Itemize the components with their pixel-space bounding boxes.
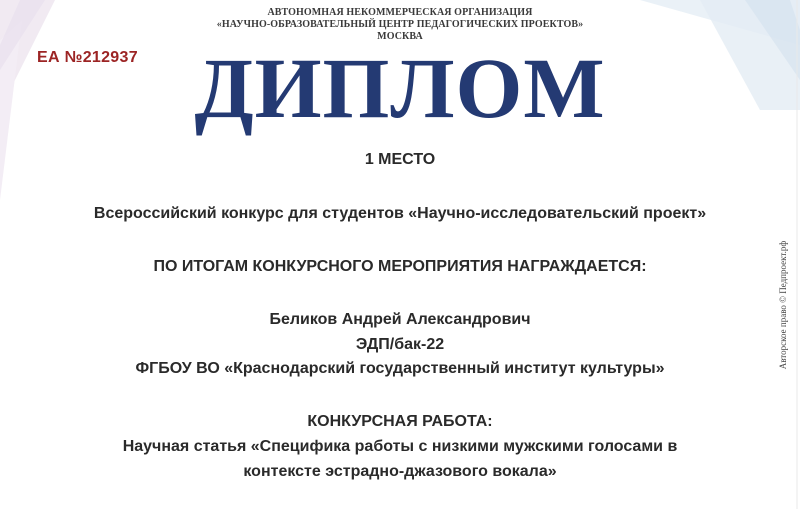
contest-name: Всероссийский конкурс для студентов «Научно-исследовательский проект» bbox=[93, 205, 707, 222]
registration-number: ЕА №212937 bbox=[37, 49, 138, 66]
org-city: МОСКВА bbox=[377, 31, 423, 42]
org-name-line2: «НАУЧНО-ОБРАЗОВАТЕЛЬНЫЙ ЦЕНТР ПЕДАГОГИЧЕСКИХ ПРОЕКТОВ» bbox=[216, 19, 584, 30]
recipient-institution: ФГБОУ ВО «Краснодарский государственный институт культуры» bbox=[135, 360, 665, 377]
recipient-group: ЭДП/бак-22 bbox=[355, 336, 445, 353]
copyright-notice: Авторское право © Педпроект.рф bbox=[778, 240, 788, 370]
work-heading: КОНКУРСНАЯ РАБОТА: bbox=[307, 413, 493, 430]
work-title-line2: контексте эстрадно-джазового вокала» bbox=[243, 463, 557, 480]
diploma-title: ДИПЛОМ bbox=[194, 40, 606, 136]
awarded-heading: ПО ИТОГАМ КОНКУРСНОГО МЕРОПРИЯТИЯ НАГРАЖДАЕТСЯ: bbox=[153, 258, 647, 275]
org-name-line1: АВТОНОМНАЯ НЕКОММЕРЧЕСКАЯ ОРГАНИЗАЦИЯ bbox=[267, 7, 533, 18]
recipient-name: Беликов Андрей Александрович bbox=[269, 311, 531, 328]
place-award: 1 МЕСТО bbox=[364, 151, 436, 168]
work-title-line1: Научная статья «Специфика работы с низкими мужскими голосами в bbox=[122, 438, 678, 455]
